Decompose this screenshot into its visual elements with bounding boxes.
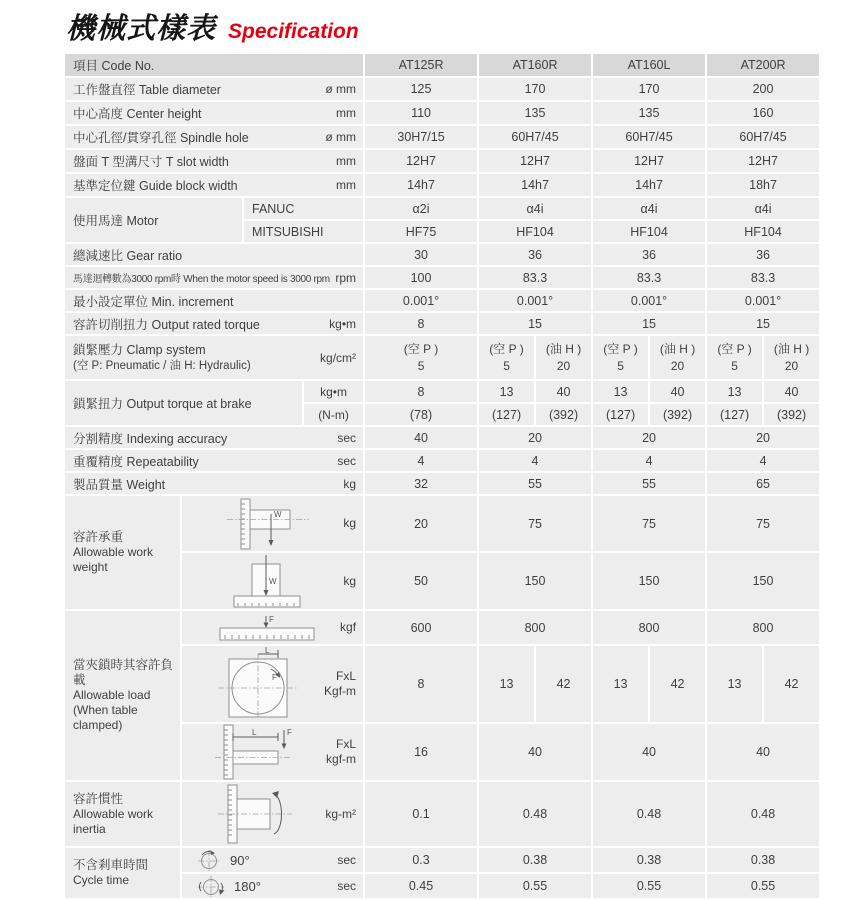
row-label: 馬達迴轉數為3000 rpm時 When the motor speed is 3000 rpm — [73, 274, 330, 285]
value-cell: 16 — [364, 723, 478, 781]
value-cell: 12H7 — [592, 149, 706, 173]
value-cell: 18h7 — [706, 173, 820, 197]
row-label: 中心高度 Center height — [73, 107, 202, 121]
value-cell: 40 — [364, 426, 478, 449]
clamp-tag: (油 H ) — [545, 341, 582, 356]
value-cell: 150 — [478, 552, 592, 610]
load-side-diagram — [210, 724, 310, 780]
value-cell: 12H7 — [478, 149, 592, 173]
title-en: Specification — [228, 20, 359, 43]
cycle-angle: 180° — [234, 878, 261, 894]
clamp-value: 5 — [417, 358, 425, 373]
row-load-axial — [64, 610, 820, 645]
value-cell: (392) — [763, 403, 820, 426]
value-cell: 75 — [592, 495, 706, 552]
value-cell: 800 — [592, 610, 706, 645]
row-gear-ratio — [64, 243, 820, 266]
row-label: 基準定位鍵 Guide block width — [73, 179, 238, 193]
value-cell: 4 — [592, 449, 706, 472]
unit-line1: FxL — [336, 669, 357, 683]
value-cell: 55 — [478, 472, 592, 495]
header-model-at125r: AT125R — [364, 53, 478, 77]
value-cell: 40 — [535, 380, 592, 403]
value-cell: 160 — [706, 101, 820, 125]
row-brake-torque-kgm — [64, 380, 820, 403]
header-code-no: 項目 Code No. — [64, 53, 364, 77]
clamp-tag: (空 P ) — [403, 341, 439, 356]
value-cell: 14h7 — [478, 173, 592, 197]
value-cell: 0.48 — [592, 781, 706, 847]
value-cell: α4i — [706, 197, 820, 220]
header-model-at160r: AT160R — [478, 53, 592, 77]
label-en: Cycle time — [73, 873, 130, 887]
value-cell: 8 — [364, 312, 478, 335]
value-cell: 800 — [706, 610, 820, 645]
value-cell: (392) — [649, 403, 706, 426]
work-weight-side-diagram — [221, 498, 316, 550]
value-cell: 30H7/15 — [364, 125, 478, 149]
unit-line2: Kgf-m — [324, 684, 357, 698]
value-cell — [478, 335, 535, 380]
value-cell: 800 — [478, 610, 592, 645]
label-en: Allowable work weight — [73, 545, 154, 574]
value-cell: 40 — [478, 723, 592, 781]
clamp-tag: (油 H ) — [773, 341, 810, 356]
value-cell: 0.001° — [706, 289, 820, 312]
value-cell: 4 — [706, 449, 820, 472]
row-unit: mm — [336, 154, 357, 168]
value-cell: 15 — [478, 312, 592, 335]
value-cell: 13 — [592, 380, 649, 403]
value-cell: 0.38 — [706, 847, 820, 873]
value-cell: 60H7/45 — [592, 125, 706, 149]
row-center-height — [64, 101, 820, 125]
row-unit: ø mm — [325, 130, 357, 144]
value-cell: 36 — [706, 243, 820, 266]
row-weight — [64, 472, 820, 495]
value-cell: α2i — [364, 197, 478, 220]
row-label: 總減速比 Gear ratio — [73, 248, 183, 263]
row-label: 盤面 T 型溝尺寸 T slot width — [73, 155, 229, 169]
cycle-time-label — [65, 858, 180, 888]
motor-brand-mitsubishi: MITSUBISHI — [243, 220, 364, 243]
value-cell: HF75 — [364, 220, 478, 243]
value-cell: 42 — [535, 645, 592, 723]
brake-unit-kgm: kg•m — [303, 380, 364, 403]
clamp-tag: (空 P ) — [603, 341, 638, 356]
clamp-value: 20 — [556, 358, 571, 373]
clamp-value: 5 — [731, 358, 738, 373]
row-inertia — [64, 781, 820, 847]
label-zh: 不含剎車時間 — [73, 858, 149, 872]
value-cell: 135 — [478, 101, 592, 125]
value-cell: 0.55 — [592, 873, 706, 899]
label-zh: 當夾鎖時其容許負載 — [73, 658, 174, 687]
rotate-180-icon — [196, 874, 226, 898]
work-weight-label — [65, 530, 180, 575]
row-unit: kg — [343, 476, 357, 491]
row-spindle-hole — [64, 125, 820, 149]
value-cell: 200 — [706, 77, 820, 101]
inertia-label — [65, 792, 180, 837]
inertia-rotation-diagram — [212, 783, 307, 845]
value-cell: 0.55 — [478, 873, 592, 899]
value-cell: 83.3 — [706, 266, 820, 289]
value-cell: 0.1 — [364, 781, 478, 847]
row-unit: kg/cm² — [320, 350, 357, 365]
value-cell: 600 — [364, 610, 478, 645]
value-cell: (127) — [592, 403, 649, 426]
unit-line2: kgf-m — [326, 752, 357, 766]
value-cell: 4 — [364, 449, 478, 472]
row-repeatability — [64, 449, 820, 472]
value-cell: 40 — [763, 380, 820, 403]
row-motor-speed — [64, 266, 820, 289]
row-motor-fanuc — [64, 197, 820, 220]
cycle-angle: 90° — [230, 852, 250, 868]
motor-label: 使用馬達 Motor — [64, 197, 243, 243]
unit-line1: FxL — [336, 737, 357, 751]
row-unit: kg-m² — [325, 806, 357, 821]
value-cell: 20 — [706, 426, 820, 449]
clamp-tag: (空 P ) — [717, 341, 752, 356]
row-work-weight-side — [64, 495, 820, 552]
header-row — [64, 53, 820, 77]
row-unit: sec — [337, 879, 357, 893]
value-cell: 0.48 — [706, 781, 820, 847]
row-unit: mm — [336, 106, 357, 120]
value-cell: HF104 — [478, 220, 592, 243]
clamp-tag: (空 P ) — [489, 341, 524, 356]
clamp-label-line1: 鎖緊壓力 Clamp system — [73, 342, 206, 357]
page-title — [0, 0, 850, 52]
value-cell: (127) — [478, 403, 535, 426]
row-label: 分割精度 Indexing accuracy — [73, 431, 228, 446]
value-cell: 20 — [364, 495, 478, 552]
value-cell: (127) — [706, 403, 763, 426]
value-cell: 13 — [478, 645, 535, 723]
value-cell: 36 — [478, 243, 592, 266]
row-unit: sec — [337, 430, 357, 445]
value-cell: 65 — [706, 472, 820, 495]
header-model-at160l: AT160L — [592, 53, 706, 77]
row-table-diameter — [64, 77, 820, 101]
row-label: 工作盤直徑 Table diameter — [73, 83, 221, 97]
value-cell: HF104 — [592, 220, 706, 243]
value-cell: 0.001° — [592, 289, 706, 312]
label-en: Allowable load (When table clamped) — [73, 688, 151, 732]
work-weight-top-diagram — [221, 553, 316, 609]
value-cell: 36 — [592, 243, 706, 266]
motor-brand-fanuc: FANUC — [243, 197, 364, 220]
value-cell: 42 — [763, 645, 820, 723]
value-cell: 14h7 — [592, 173, 706, 197]
clamp-value: 5 — [617, 358, 624, 373]
row-unit: ø mm — [325, 82, 357, 96]
rotate-90-icon — [196, 848, 222, 872]
row-min-increment — [64, 289, 820, 312]
brake-torque-label: 鎖緊扭力 Output torque at brake — [64, 380, 303, 426]
value-cell: 15 — [706, 312, 820, 335]
value-cell: 40 — [592, 723, 706, 781]
value-cell: 12H7 — [364, 149, 478, 173]
value-cell: 150 — [592, 552, 706, 610]
label-en: Allowable work inertia — [73, 806, 154, 836]
label-zh: 容許慣性 — [73, 791, 124, 806]
value-cell: 13 — [478, 380, 535, 403]
value-cell: 0.55 — [706, 873, 820, 899]
load-radial-top-diagram — [214, 647, 304, 721]
value-cell — [364, 335, 478, 380]
value-cell: HF104 — [706, 220, 820, 243]
svg-text:F: F — [287, 728, 292, 737]
svg-text:F: F — [272, 673, 277, 682]
value-cell: 15 — [592, 312, 706, 335]
value-cell — [763, 335, 820, 380]
row-unit: kg — [343, 573, 357, 588]
row-unit: sec — [337, 453, 357, 468]
row-label: 重覆精度 Repeatability — [73, 454, 199, 469]
value-cell: 20 — [478, 426, 592, 449]
value-cell: 40 — [706, 723, 820, 781]
value-cell: 150 — [706, 552, 820, 610]
value-cell: 20 — [592, 426, 706, 449]
row-unit — [320, 669, 356, 699]
clamp-tag: (油 H ) — [659, 341, 696, 356]
value-cell: 170 — [478, 77, 592, 101]
allowable-load-label — [65, 658, 180, 733]
row-rated-torque — [64, 312, 820, 335]
value-cell: 32 — [364, 472, 478, 495]
clamp-value: 5 — [503, 358, 510, 373]
value-cell: 13 — [706, 645, 763, 723]
brake-unit-nm: (N-m) — [303, 403, 364, 426]
value-cell: (78) — [364, 403, 478, 426]
value-cell: 8 — [364, 380, 478, 403]
value-cell: 110 — [364, 101, 478, 125]
value-cell — [535, 335, 592, 380]
row-unit: kgf — [340, 620, 357, 634]
value-cell: (392) — [535, 403, 592, 426]
title-zh: 機械式樣表 — [66, 13, 217, 45]
value-cell: 75 — [706, 495, 820, 552]
value-cell: 83.3 — [592, 266, 706, 289]
value-cell — [592, 335, 649, 380]
svg-text:L: L — [265, 647, 270, 655]
value-cell: 40 — [649, 380, 706, 403]
row-unit: kg — [343, 516, 357, 530]
row-clamp-system — [64, 335, 820, 380]
value-cell: 4 — [478, 449, 592, 472]
value-cell: 0.48 — [478, 781, 592, 847]
value-cell — [649, 335, 706, 380]
value-cell: 12H7 — [706, 149, 820, 173]
value-cell: 50 — [364, 552, 478, 610]
value-cell: 55 — [592, 472, 706, 495]
row-indexing-accuracy — [64, 426, 820, 449]
value-cell: 0.3 — [364, 847, 478, 873]
value-cell: 0.38 — [478, 847, 592, 873]
value-cell: 83.3 — [478, 266, 592, 289]
value-cell: 0.45 — [364, 873, 478, 899]
value-cell: 100 — [364, 266, 478, 289]
row-label — [73, 342, 251, 374]
value-cell: 0.001° — [364, 289, 478, 312]
svg-text:F: F — [269, 614, 274, 624]
value-cell: α4i — [478, 197, 592, 220]
value-cell: 60H7/45 — [706, 125, 820, 149]
value-cell — [706, 335, 763, 380]
load-axial-diagram — [212, 613, 322, 643]
value-cell: 14h7 — [364, 173, 478, 197]
row-unit: rpm — [335, 270, 357, 285]
row-label: 最小設定單位 Min. increment — [73, 294, 234, 309]
svg-text:W: W — [269, 577, 277, 586]
value-cell: 42 — [649, 645, 706, 723]
row-unit: mm — [336, 178, 357, 192]
row-guide-block-width — [64, 173, 820, 197]
row-cycle-90 — [64, 847, 820, 873]
value-cell: 8 — [364, 645, 478, 723]
row-unit — [322, 737, 356, 767]
header-model-at200r: AT200R — [706, 53, 820, 77]
value-cell: 0.38 — [592, 847, 706, 873]
svg-text:W: W — [274, 509, 282, 519]
svg-text:L: L — [252, 728, 257, 737]
value-cell: 75 — [478, 495, 592, 552]
value-cell: 30 — [364, 243, 478, 266]
row-t-slot-width — [64, 149, 820, 173]
clamp-value: 20 — [784, 358, 799, 373]
specification-table — [63, 52, 821, 900]
value-cell: 125 — [364, 77, 478, 101]
clamp-label-line2: (空 P: Pneumatic / 油 H: Hydraulic) — [73, 359, 251, 372]
row-label: 製品質量 Weight — [73, 477, 166, 492]
value-cell: 135 — [592, 101, 706, 125]
value-cell: α4i — [592, 197, 706, 220]
value-cell: 13 — [706, 380, 763, 403]
row-unit: sec — [337, 853, 357, 867]
value-cell: 170 — [592, 77, 706, 101]
row-unit: kg•m — [329, 316, 357, 331]
clamp-value: 20 — [670, 358, 685, 373]
value-cell: 60H7/45 — [478, 125, 592, 149]
row-label: 容許切削扭力 Output rated torque — [73, 317, 260, 332]
value-cell: 13 — [592, 645, 649, 723]
value-cell: 0.001° — [478, 289, 592, 312]
row-label: 中心孔徑/貫穿孔徑 Spindle hole — [73, 131, 249, 145]
label-zh: 容許承重 — [73, 530, 124, 544]
